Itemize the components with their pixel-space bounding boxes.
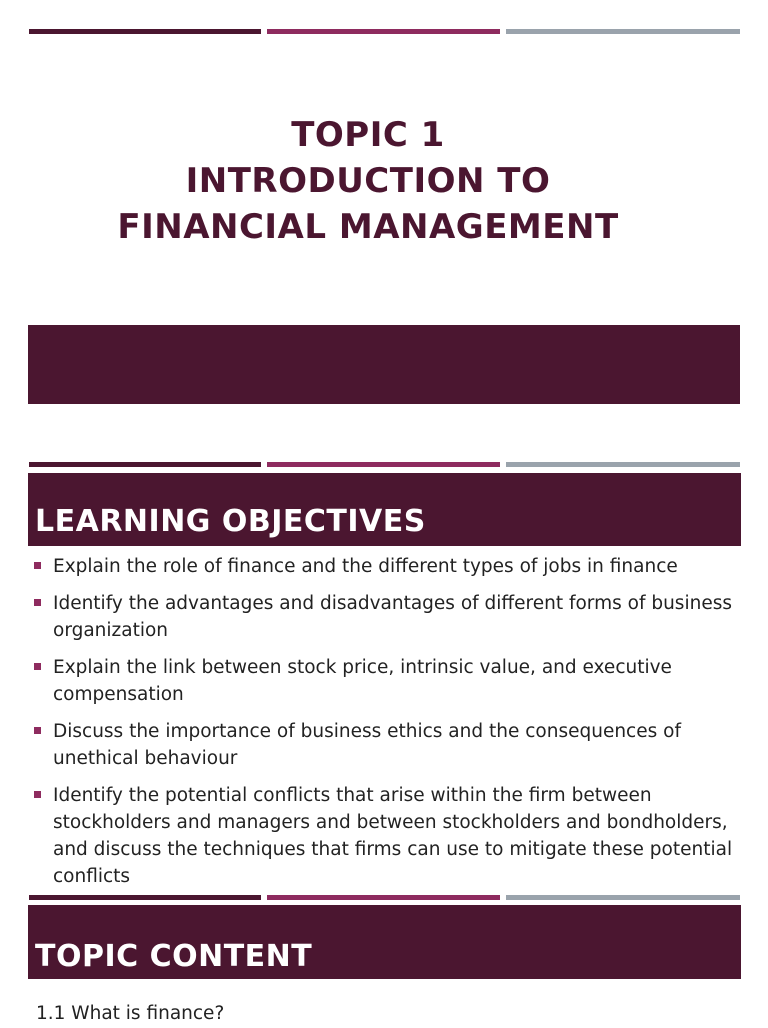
- objective-text: Explain the link between stock price, intrinsic value, and executive compensation: [53, 657, 672, 705]
- bullet-square-icon: [34, 599, 41, 606]
- list-item: [34, 654, 764, 708]
- decor-stripe-dark: [29, 29, 261, 34]
- bullet-square-icon: [34, 663, 41, 670]
- list-item: [34, 718, 764, 772]
- decor-stripe-dark: [29, 462, 261, 467]
- decor-stripe-accent: [267, 462, 500, 467]
- objective-text: Identify the advantages and disadvantages of different forms of business organization: [53, 593, 732, 641]
- title-band: [28, 325, 740, 404]
- objective-text: Discuss the importance of business ethics and the consequences of unethical behaviour: [53, 721, 681, 769]
- slide-title-line-1: TOPIC 1: [291, 115, 445, 155]
- topic-content-heading: TOPIC CONTENT: [28, 905, 741, 979]
- slide-title-line-2: INTRODUCTION TO: [185, 161, 551, 201]
- decor-stripe-accent: [267, 895, 500, 900]
- decor-stripe-grey: [506, 29, 740, 34]
- list-item: [34, 782, 764, 890]
- bullet-square-icon: [34, 562, 41, 569]
- decor-stripe-grey: [506, 462, 740, 467]
- objectives-list: [34, 553, 764, 900]
- slide-title: [0, 112, 736, 250]
- objective-text: Identify the potential conflicts that arise within the firm between stockholders and managers and between stockholders and bondholders, and discuss the techniques that firms can use to mitigate these potential conflicts: [53, 785, 733, 887]
- learning-objectives-heading: LEARNING OBJECTIVES: [28, 473, 741, 546]
- list-item: [34, 553, 764, 580]
- list-item: [34, 590, 764, 644]
- bullet-square-icon: [34, 727, 41, 734]
- bullet-square-icon: [34, 791, 41, 798]
- decor-stripe-accent: [267, 29, 500, 34]
- objective-text: Explain the role of finance and the different types of jobs in finance: [53, 556, 678, 577]
- decor-stripe-dark: [29, 895, 261, 900]
- decor-stripe-grey: [506, 895, 740, 900]
- slide-title-line-3: FINANCIAL MANAGEMENT: [117, 207, 619, 247]
- topic-content-item: 1.1 What is finance?: [36, 1003, 225, 1024]
